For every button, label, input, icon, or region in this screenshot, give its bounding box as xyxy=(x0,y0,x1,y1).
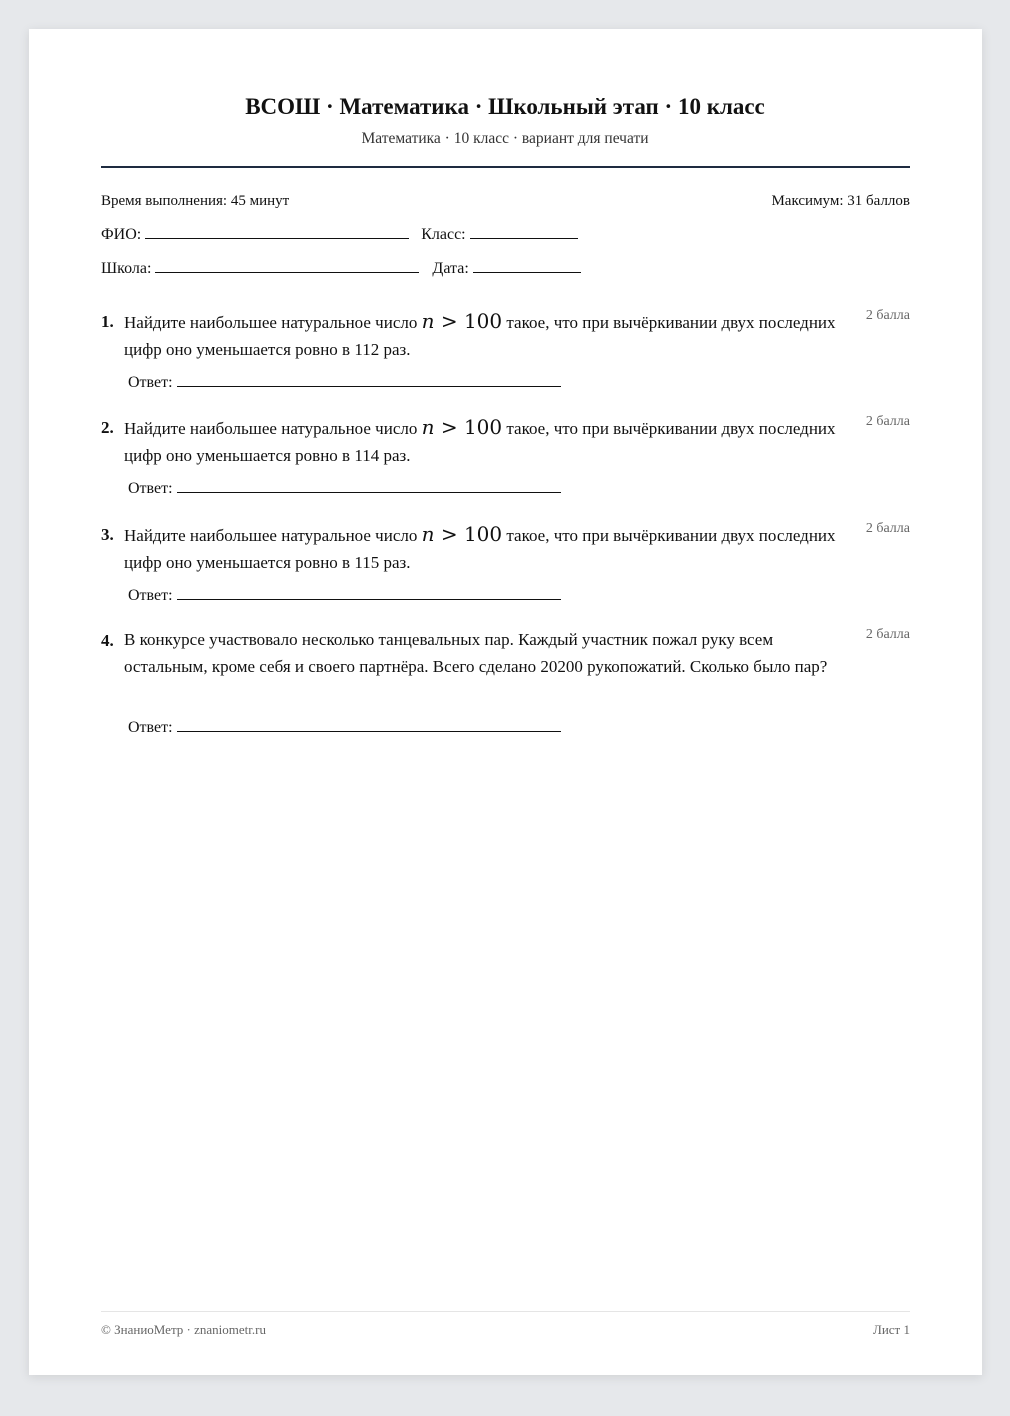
math-variable: n xyxy=(421,522,435,546)
fio-label: ФИО: xyxy=(101,226,142,243)
footer-divider xyxy=(101,1311,910,1312)
math-expression: > 100 xyxy=(434,415,503,439)
page-subtitle: Математика · 10 класс · вариант для печати xyxy=(361,130,649,147)
task-text-part: Найдите наибольшее натуральное число xyxy=(124,313,418,332)
math-variable: n xyxy=(421,309,435,333)
task-points: 2 балла xyxy=(865,521,910,536)
footer-page-number: Лист 1 xyxy=(873,1322,910,1337)
answer-row xyxy=(128,374,561,392)
task-text-part: Найдите наибольшее натуральное число xyxy=(124,419,418,438)
school-field[interactable] xyxy=(155,271,419,273)
page-title: ВСОШ · Математика · Школьный этап · 10 класс xyxy=(245,94,765,119)
task-text: В конкурсе участвовало несколько танцевальных пар. Каждый участник пожал руку всем остальным, кроме себя и своего партнёра. Всего сделано 20200 рукопожатий. Сколько было пар? xyxy=(124,630,828,676)
task-text xyxy=(124,521,839,576)
answer-field[interactable] xyxy=(177,730,561,732)
answer-label: Ответ: xyxy=(128,374,173,391)
class-label: Класс: xyxy=(421,226,466,243)
school-date-row xyxy=(101,260,581,278)
answer-field[interactable] xyxy=(177,491,561,493)
answer-field[interactable] xyxy=(177,385,561,387)
answer-row xyxy=(128,719,561,737)
max-score: Максимум: 31 баллов xyxy=(771,193,910,209)
date-field[interactable] xyxy=(473,271,581,273)
task-number: 1. xyxy=(101,312,114,331)
task-points: 2 балла xyxy=(865,308,910,323)
answer-row xyxy=(128,480,561,498)
task-points: 2 балла xyxy=(865,414,910,429)
time-limit: Время выполнения: 45 минут xyxy=(101,193,290,209)
task-text xyxy=(124,414,839,469)
task-text-part: такое, что при вычёркивании двух последних цифр оно уменьшается ровно в 112 раз. xyxy=(124,313,836,359)
footer-copyright: © ЗнаниоМетр · znaniometr.ru xyxy=(101,1322,266,1337)
task-text-part: такое, что при вычёркивании двух последних цифр оно уменьшается ровно в 114 раз. xyxy=(124,419,836,465)
class-field[interactable] xyxy=(470,237,578,239)
header-divider xyxy=(101,166,910,168)
task-number: 3. xyxy=(101,525,114,544)
answer-row xyxy=(128,587,561,605)
answer-field[interactable] xyxy=(177,598,561,600)
task-text-part: Найдите наибольшее натуральное число xyxy=(124,526,418,545)
answer-label: Ответ: xyxy=(128,587,173,604)
answer-label: Ответ: xyxy=(128,480,173,497)
date-label: Дата: xyxy=(432,260,469,277)
answer-label: Ответ: xyxy=(128,719,173,736)
math-expression: > 100 xyxy=(434,522,503,546)
fio-class-row xyxy=(101,226,578,244)
math-variable: n xyxy=(421,415,435,439)
fio-field[interactable] xyxy=(145,237,409,239)
task-number: 4. xyxy=(101,631,114,650)
task-number: 2. xyxy=(101,418,114,437)
math-expression: > 100 xyxy=(434,309,503,333)
task-text xyxy=(124,308,839,363)
task-points: 2 балла xyxy=(865,627,910,642)
task-text-part: такое, что при вычёркивании двух последних цифр оно уменьшается ровно в 115 раз. xyxy=(124,526,836,572)
school-label: Школа: xyxy=(101,260,152,277)
